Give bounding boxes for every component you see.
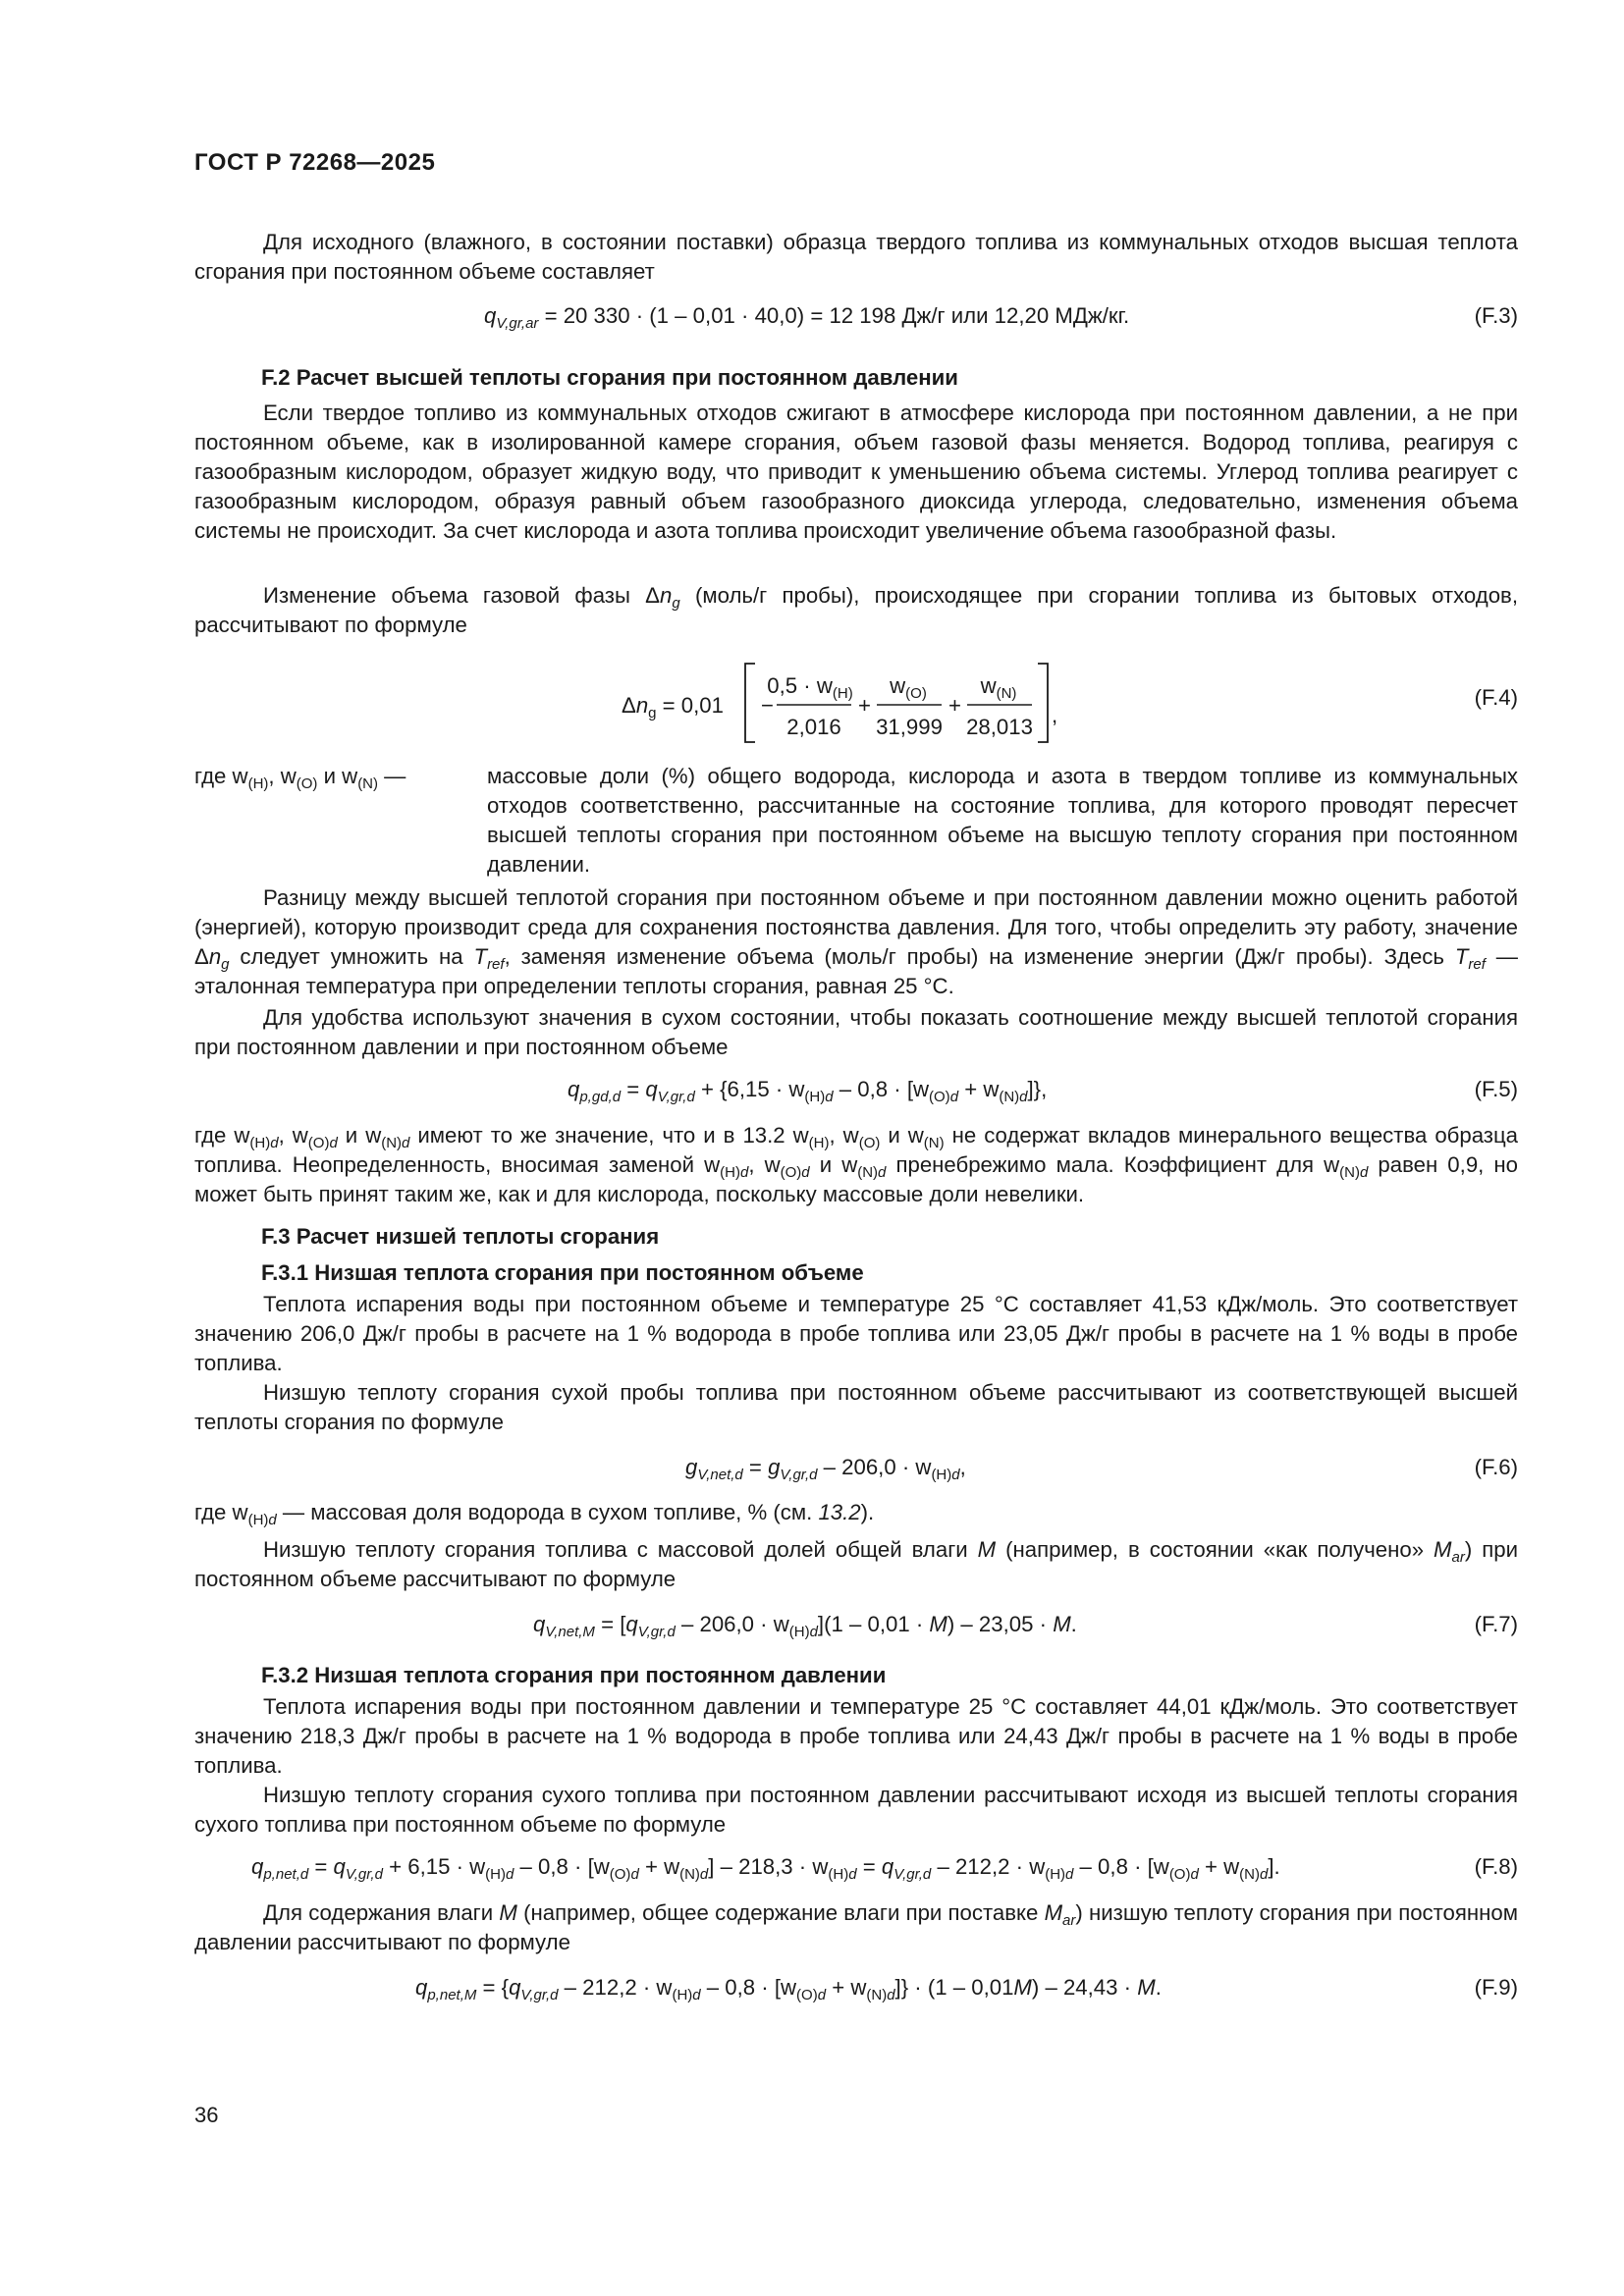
svg-text:w(O): $w_{(O)}$ [890,673,927,702]
equation-f9: $q_{p,net,M} = \{q_{V,gr,d} - 212,2 \cdot w_{(H)d} - 0,8 \cdot [w_{(O)d} + w_{(N)d}]\} \cdot (1 - 0,01M) - 24,43 \cdot M$. [415,1975,1162,2003]
equation-number-f4: (F.4) [1474,685,1518,710]
paragraph-gas-phase: Изменение объема газовой фазы $\Delta n_g$ (моль/г пробы), происходящее при сгорании топлива из бытовых отходов, рассчитывают по формуле [194,583,1519,637]
paragraph-net-moisture-volume: Низшую теплоту сгорания топлива с массовой долей общей влаги M (например, в состоянии «как получено» $M_{ar}$) при постоянном объеме рассчитывают по формуле [194,1537,1518,1591]
svg-text:+: + [948,693,961,718]
equation-number-f7: (F.7) [1474,1612,1518,1636]
where-label-1: где $w_{(H)}$, $w_{(O)}$ и $w_{(N)}$ — [194,764,406,792]
right-bracket [1038,664,1048,742]
paragraph-evaporation-volume: Теплота испарения воды при постоянном объеме и температуре 25 °C составляет 41,53 кДж/моль. Это соответствует значению 206,0 Дж/г пробы в расчете на 1 % водорода в пробе топлива или 23,05 Дж/г пробы в расчете на 1 % воды в пробе топлива. [194,1292,1518,1375]
page-number: 36 [194,2103,219,2127]
left-bracket [745,664,755,742]
paragraph-net-dry-volume: Низшую теплоту сгорания сухой пробы топлива при постоянном объеме рассчитывают из соответствующей высшей теплоты сгорания по формуле [194,1380,1518,1434]
paragraph-where-f6: где $w_{(H)d}$ — массовая доля водорода в сухом топливе, % (см. 13.2). [194,1500,875,1528]
equation-number-f5: (F.5) [1474,1077,1518,1101]
equation-f3: $q_{V,gr,ar} = 20$ 330 · (1 – 0,01 · 40,0) = 12 198 Дж/г или 12,20 МДж/кг. [484,303,1130,332]
equation-f7: $q_{V,net,M} = [q_{V,gr,d} - 206,0 \cdot w_{(H)d}](1 - 0,01 \cdot M) - 23,05 \cdot M$. [533,1612,1077,1640]
svg-text:0,5 · w(H): $0,5 \cdot w_{(H)}$ [767,673,853,702]
svg-text:2,016: 2,016 [786,715,841,739]
document-page [194,0,1518,2296]
document-header: ГОСТ Р 72268—2025 [194,149,436,176]
where-definition-1: массовые доли (%) общего водорода, кислорода и азота в твердом топливе из коммунальных отходов соответственно, рассчитанные на состояние топлива, для которого проводят пересчет высшей теплоты сгорания при постоянном объеме на высшую теплоту сгорания при постоянном давлении. [487,764,1518,877]
paragraph-intro: Для исходного (влажного, в состоянии поставки) образца твердого топлива из коммунальных отходов высшая теплота сгорания при постоянном объеме составляет [194,230,1518,284]
svg-text:,: , [1052,703,1058,727]
equation-number-f3: (F.3) [1474,303,1518,328]
section-heading-f2: F.2 Расчет высшей теплоты сгорания при постоянном давлении [261,365,958,390]
svg-text:Δng = 0,01: $\Delta n_g = 0,01$ [622,693,724,721]
equation-f4-svg [622,658,1407,756]
paragraph-net-dry-pressure: Низшую теплоту сгорания сухого топлива при постоянном давлении рассчитывают исходя из высшей теплоты сгорания сухого топлива при постоянном объеме по формуле [194,1783,1518,1837]
svg-text:31,999: 31,999 [876,715,943,739]
paragraph-work-energy: Разницу между высшей теплотой сгорания при постоянном объеме и при постоянном давлении можно оценить работой (энергией), которую производит среда для сохранения постоянства давления. Для того, чтобы определить эту работу, значение $\Delta n_g$ следует умножить на $T_{ref}$, заменяя изменение объема (моль/г пробы) на изменение энергии (Дж/г пробы). Здесь $T_{ref}$ — эталонная температура при определении теплоты сгорания, равная 25 °C. [194,885,1518,998]
section-heading-f3: F.3 Расчет низшей теплоты сгорания [261,1224,660,1249]
equation-f5: $q_{p,gd,d} = q_{V,gr,d} + \{6,15 \cdot w_{(H)d} - 0,8 \cdot [w_{(O)d} + w_{(N)d}]\}$, [568,1077,1048,1105]
paragraph-where-f5: где $w_{(H)d}$, $w_{(O)d}$ и $w_{(N)d}$ имеют то же значение, что и в 13.2 $w_{(H)}$, $w_{(O)}$ и $w_{(N)}$ не содержат вкладов минерального вещества образца топлива. Неопределенность, вносимая заменой $w_{(H)d}$, $w_{(O)d}$ и $w_{(N)d}$ пренебрежимо мала. Коэффициент для $w_{(N)d}$ равен 0,9, но может быть принят таким же, как и для кислорода, поскольку массовые доли невелики. [194,1123,1519,1206]
paragraph-f2-description: Если твердое топливо из коммунальных отходов сжигают в атмосфере кислорода при постоянном давлении, а не при постоянном объеме, как в изолированной камере сгорания, объем газовой фазы меняется. Водород топлива, реагируя с газообразным кислородом, образует жидкую воду, что приводит к уменьшению объема системы. Углерод топлива реагирует с газообразным кислородом, образуя равный объем газообразного диоксида углерода, следовательно, изменения объема системы не происходит. За счет кислорода и азота топлива происходит увеличение объема газообразной фазы. [194,400,1518,543]
equation-f8: $q_{p,net,d} = q_{V,gr,d} + 6,15 \cdot w_{(H)d} - 0,8 \cdot [w_{(O)d} + w_{(N)d}] - 218,3 \cdot w_{(H)d} = q_{V,gr,d} - 212,2 \cdot w_{(H)d} - 0,8 \cdot [w_{(O)d} + w_{(N)d}]$. [251,1854,1280,1883]
svg-text:w(N): $w_{(N)}$ [980,673,1017,702]
paragraph-moisture-pressure: Для содержания влаги M (например, общее содержание влаги при поставке $M_{ar}$) низшую теплоту сгорания при постоянном давлении рассчитывают по формуле [194,1900,1519,1954]
section-heading-f31: F.3.1 Низшая теплота сгорания при постоянном объеме [261,1260,864,1285]
svg-text:+: + [858,693,871,718]
equation-number-f6: (F.6) [1474,1455,1518,1479]
svg-text:28,013: 28,013 [966,715,1033,739]
equation-f6: $g_{V,net,d} = g_{V,gr,d} - 206,0 \cdot w_{(H)d}$, [685,1455,966,1483]
section-heading-f32: F.3.2 Низшая теплота сгорания при постоянном давлении [261,1663,887,1687]
equation-f4 [622,658,1407,756]
paragraph-evaporation-pressure: Теплота испарения воды при постоянном давлении и температуре 25 °C составляет 44,01 кДж/моль. Это соответствует значению 218,3 Дж/г пробы в расчете на 1 % водорода в пробе топлива или 24,43 Дж/г пробы в расчете на 1 % воды в пробе топлива. [194,1694,1518,1778]
svg-text:−: − [761,693,774,718]
equation-number-f8: (F.8) [1474,1854,1518,1879]
paragraph-dry-state: Для удобства используют значения в сухом состоянии, чтобы показать соотношение между высшей теплотой сгорания при постоянном давлении и при постоянном объеме [194,1005,1518,1059]
equation-number-f9: (F.9) [1474,1975,1518,2000]
